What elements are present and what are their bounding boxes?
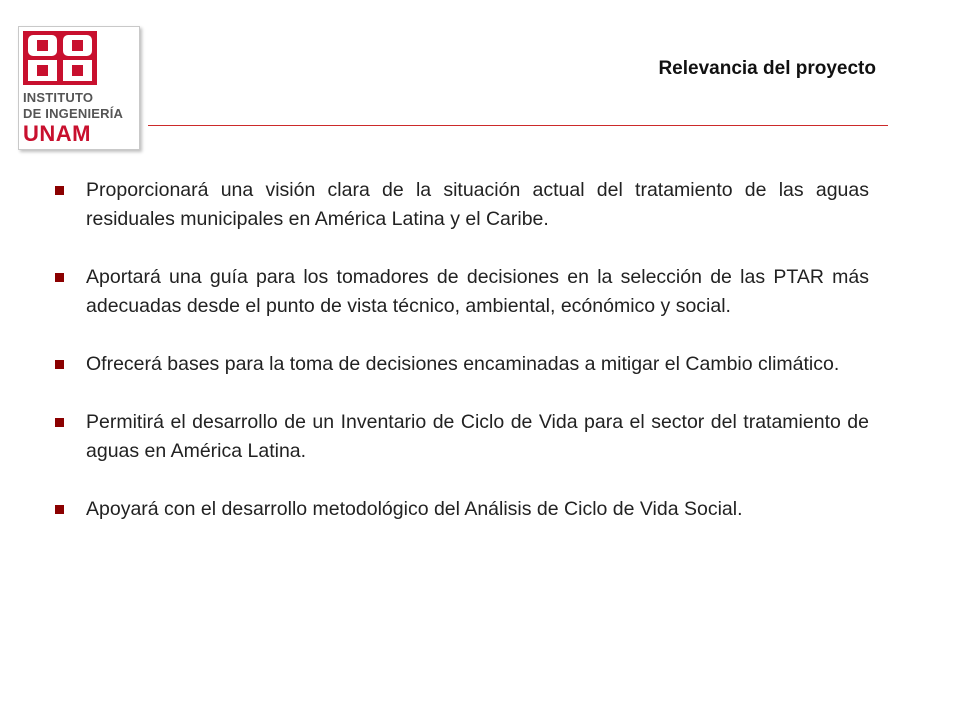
bullet-list <box>52 176 869 524</box>
institute-logo <box>18 26 140 150</box>
logo-text-line1: INSTITUTO <box>23 90 94 105</box>
list-item <box>52 408 869 466</box>
list-item <box>52 350 869 379</box>
logo-emblem-icon <box>23 31 97 85</box>
header-divider <box>148 125 888 126</box>
list-item <box>52 176 869 234</box>
bullet-text: Permitirá el desarrollo de un Inventario de Ciclo de Vida para el sector del tratamiento de aguas en América Latina. <box>86 411 869 462</box>
logo-text-line2: DE INGENIERÍA <box>23 106 124 121</box>
square-bullet-icon <box>55 505 64 514</box>
bullet-text: Proporcionará una visión clara de la situación actual del tratamiento de las aguas residuales municipales en América Latina y el Caribe. <box>86 179 869 230</box>
list-item <box>52 263 869 321</box>
bullet-text: Apoyará con el desarrollo metodológico del Análisis de Ciclo de Vida Social. <box>86 498 743 520</box>
square-bullet-icon <box>55 186 64 195</box>
square-bullet-icon <box>55 273 64 282</box>
square-bullet-icon <box>55 418 64 427</box>
slide-title: Relevancia del proyecto <box>658 58 876 79</box>
square-bullet-icon <box>55 360 64 369</box>
bullet-text: Aportará una guía para los tomadores de decisiones en la selección de las PTAR más adecuadas desde el punto de vista técnico, ambiental, ecónómico y social. <box>86 266 869 317</box>
bullet-text: Ofrecerá bases para la toma de decisiones encaminadas a mitigar el Cambio climático. <box>86 353 840 375</box>
list-item <box>52 495 869 524</box>
logo-text-line3: UNAM <box>23 121 91 146</box>
